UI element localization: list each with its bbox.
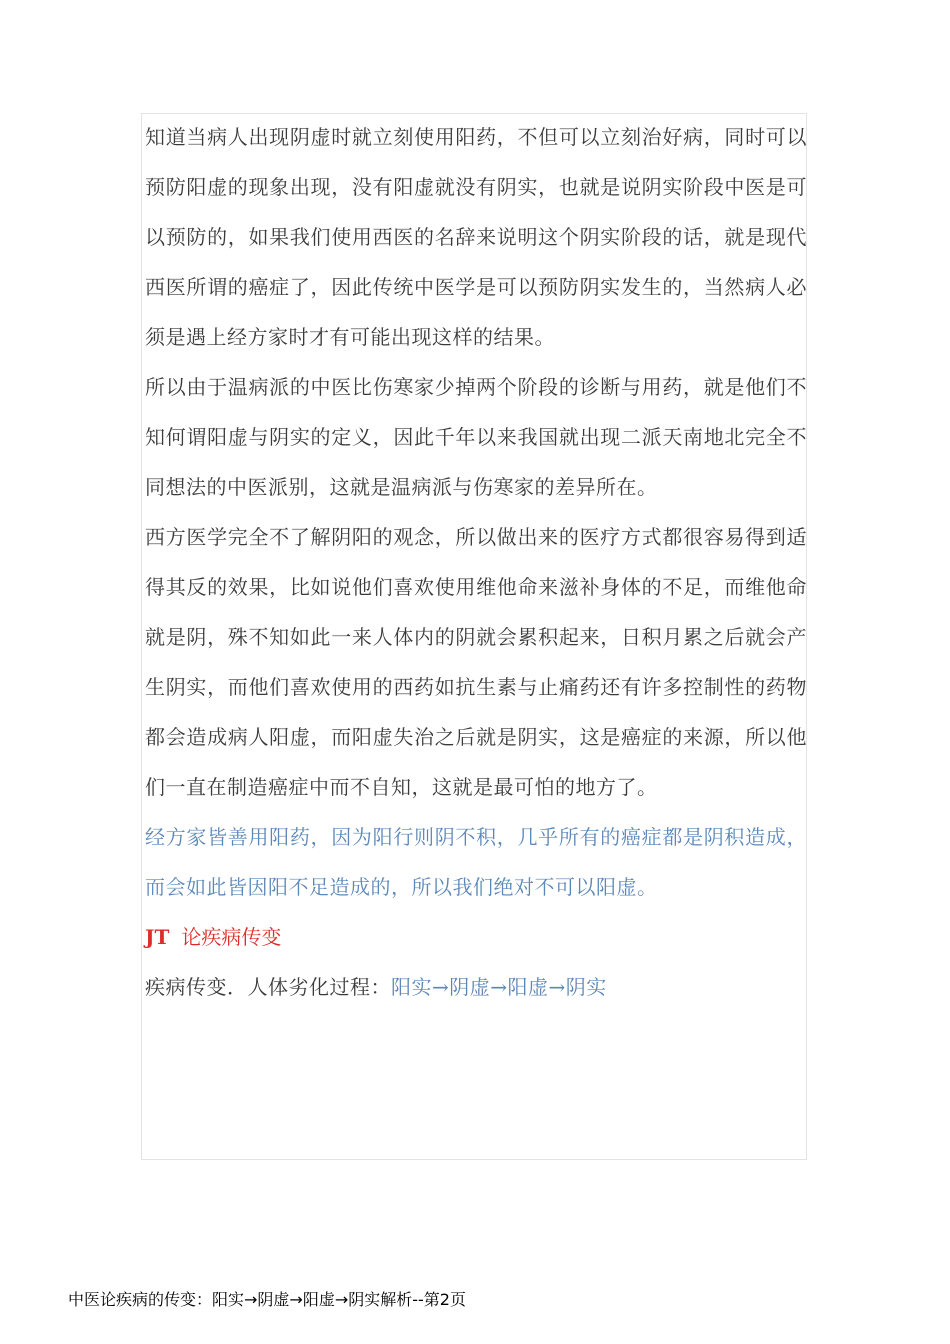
section-prefix: JT [145, 925, 170, 949]
section-heading [145, 912, 807, 962]
section-title: 论疾病传变 [181, 925, 282, 949]
progression-stages: 阳实→阴虚→阳虚→阴实 [391, 975, 607, 999]
paragraph-4-emphasis: 经方家皆善用阳药，因为阳行则阴不积，几乎所有的癌症都是阴积造成，而会如此皆因阳不足造成的，所以我们绝对不可以阳虚。 [145, 825, 807, 899]
document-body [145, 112, 807, 1012]
page-footer: 中医论疾病的传变：阳实→阴虚→阳虚→阴实解析--第2页 [68, 1290, 466, 1309]
progression-label: 疾病传变．人体劣化过程： [145, 975, 391, 999]
paragraph-2: 所以由于温病派的中医比伤寒家少掉两个阶段的诊断与用药，就是他们不知何谓阳虚与阴实的定义，因此千年以来我国就出现二派天南地北完全不同想法的中医派别，这就是温病派与伤寒家的差异所在。 [145, 375, 807, 499]
paragraph-1: 知道当病人出现阴虚时就立刻使用阳药，不但可以立刻治好病，同时可以预防阳虚的现象出现，没有阳虚就没有阴实，也就是说阴实阶段中医是可以预防的，如果我们使用西医的名辞来说明这个阴实阶段的话，就是现代西医所谓的癌症了，因此传统中医学是可以预防阴实发生的，当然病人必须是遇上经方家时才有可能出现这样的结果。 [145, 125, 807, 349]
progression-line [145, 962, 807, 1012]
paragraph-3: 西方医学完全不了解阴阳的观念，所以做出来的医疗方式都很容易得到适得其反的效果，比如说他们喜欢使用维他命来滋补身体的不足，而维他命就是阴，殊不知如此一来人体内的阴就会累积起来，日积月累之后就会产生阴实，而他们喜欢使用的西药如抗生素与止痛药还有许多控制性的药物都会造成病人阳虚，而阳虚失治之后就是阴实，这是癌症的来源，所以他们一直在制造癌症中而不自知，这就是最可怕的地方了。 [145, 525, 807, 799]
